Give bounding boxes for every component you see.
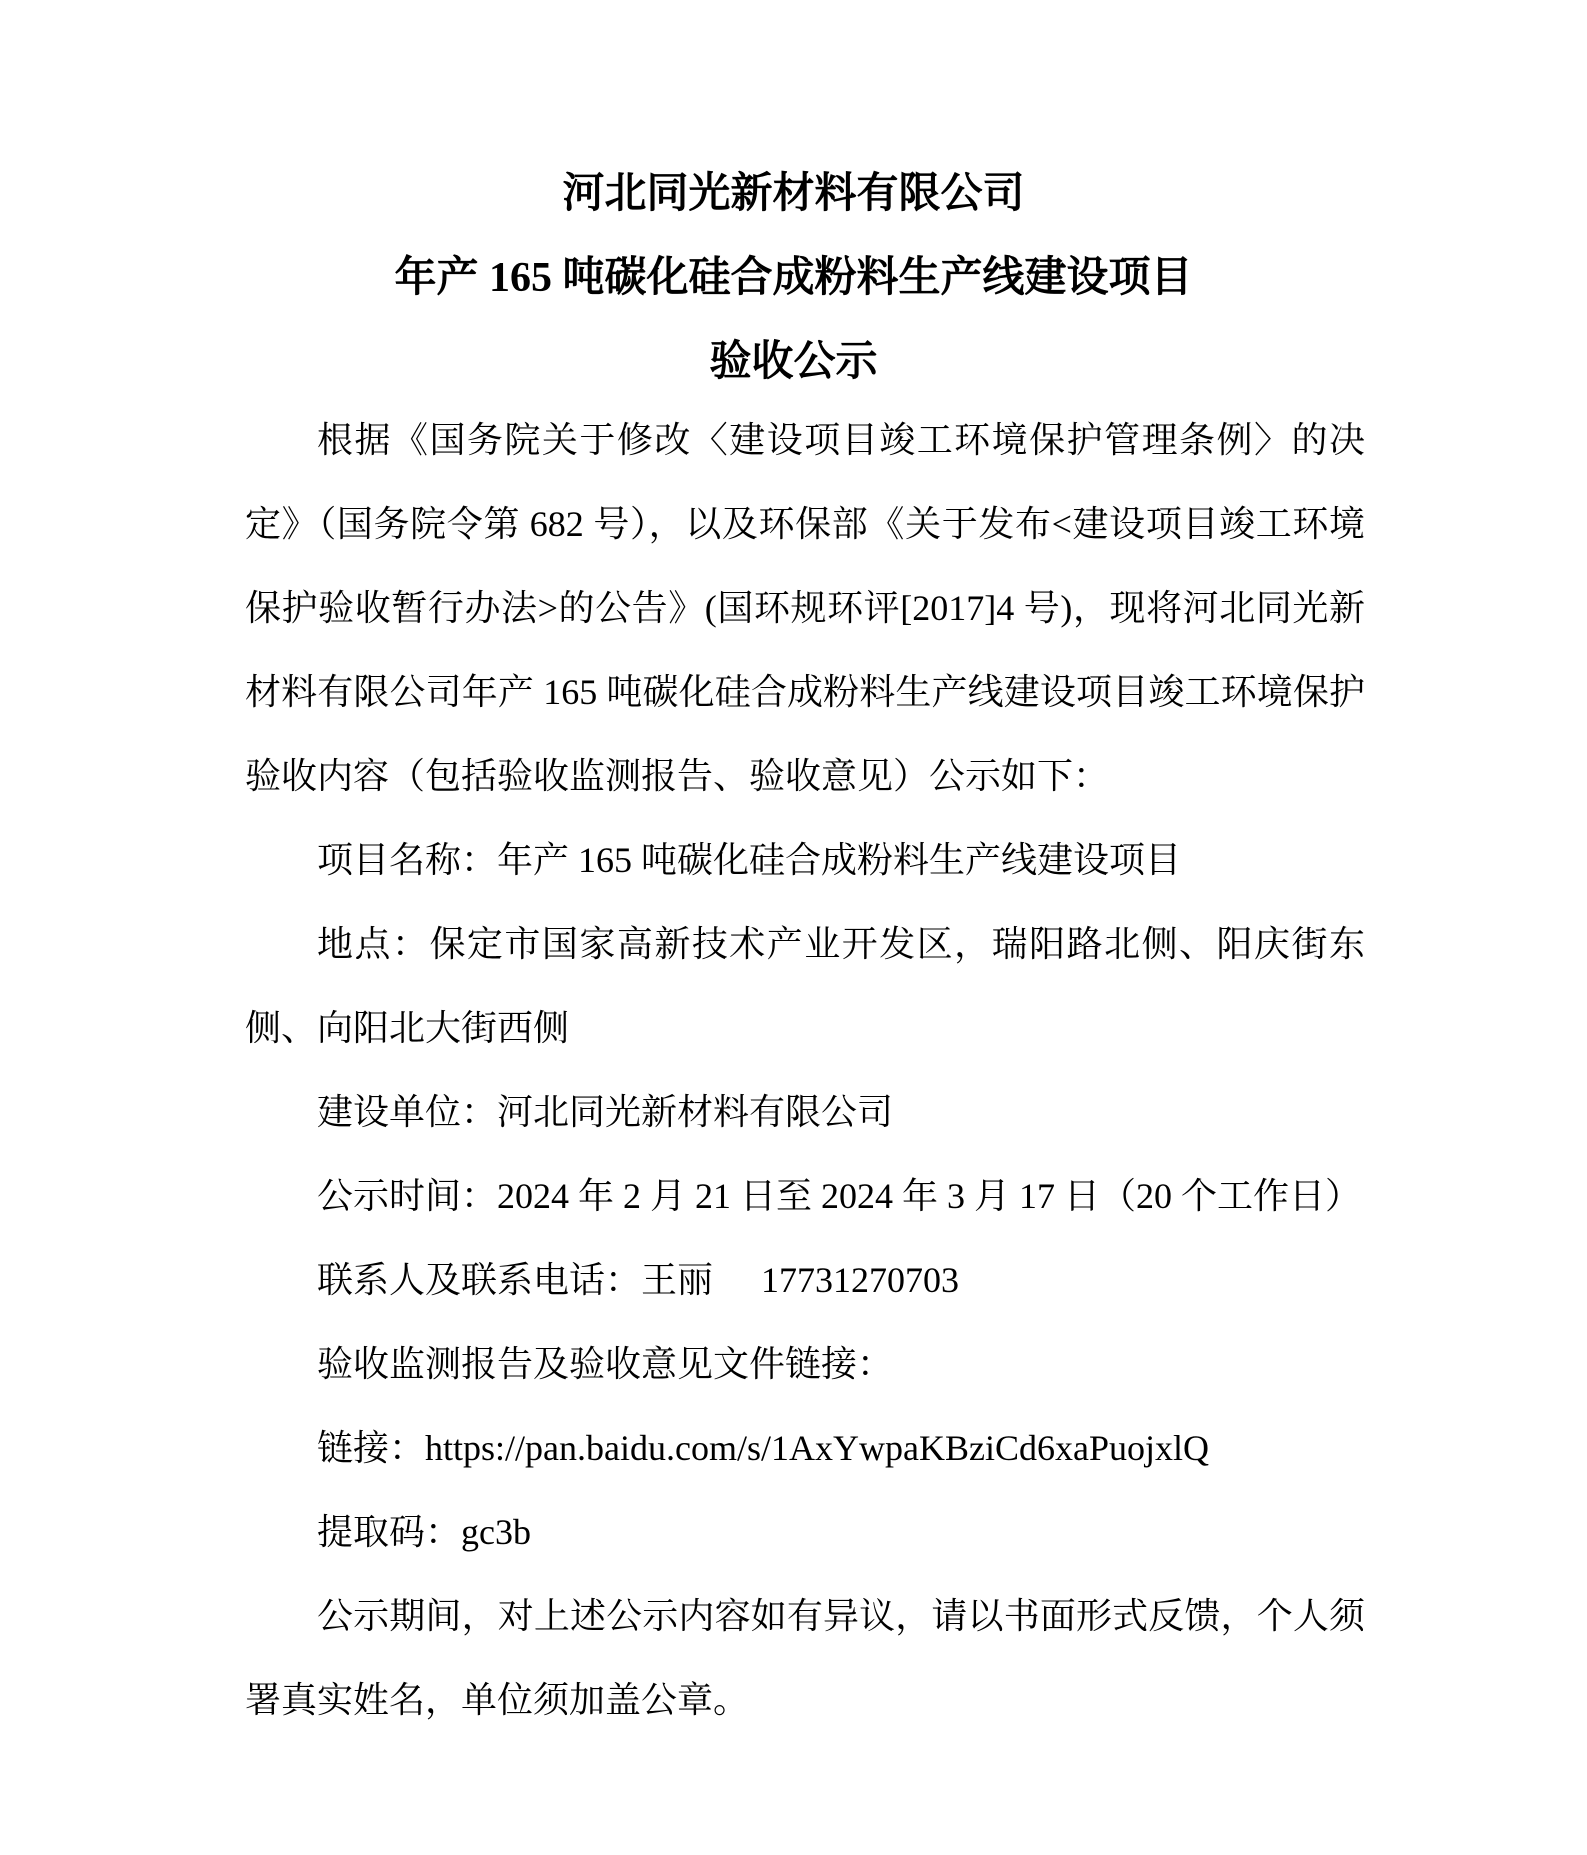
contact-phone: 17731270703 [761,1260,960,1300]
download-link[interactable]: https://pan.baidu.com/s/1AxYwpaKBziCd6xaPuojxlQ [425,1428,1209,1468]
project-title: 年产 165 吨碳化硅合成粉料生产线建设项目 [394,255,1193,301]
construction-unit-label: 建设单位： [317,1092,498,1132]
location-label: 地点： [317,924,430,964]
extraction-code-label: 提取码： [317,1512,462,1552]
contact-label: 联系人及联系电话： [317,1260,642,1300]
location-value: 保定市国家高新技术产业开发区，瑞阳路北侧、阳庆街东侧、向阳北大街西侧 [245,924,1365,1048]
location-row [245,902,1365,1070]
closing-paragraph: 公示期间，对上述公示内容如有异议，请以书面形式反馈，个人须署真实姓名，单位须加盖公章。 [245,1596,1365,1720]
notice-title: 验收公示 [709,339,878,385]
project-name-value: 年产 165 吨碳化硅合成粉料生产线建设项目 [497,840,1182,880]
files-heading-row: 验收监测报告及验收意见文件链接： [317,1344,894,1384]
company-title: 河北同光新材料有限公司 [562,171,1025,217]
extraction-code-value: gc3b [461,1512,531,1552]
title-block [0,152,1587,404]
notice-period-label: 公示时间： [317,1176,498,1216]
contact-row [245,1238,1365,1322]
project-name-row [245,818,1365,902]
extraction-code-row [245,1490,1365,1574]
intro-paragraph: 根据《国务院关于修改〈建设项目竣工环境保护管理条例〉的决定》（国务院令第 682 号），以及环保部《关于发布<建设项目竣工环境保护验收暂行办法>的公告》(国环规环评[2017]4 号)，现将河北同光新材料有限公司年产 165 吨碳化硅合成粉料生产线建设项目竣工环境保护验收内容（包括验收监测报告、验收意见）公示如下： [245,420,1365,796]
notice-period-row [245,1154,1365,1238]
link-row [245,1406,1365,1490]
project-name-label: 项目名称： [317,840,498,880]
notice-period-value: 2024 年 2 月 21 日至 2024 年 3 月 17 日（20 个工作日） [497,1176,1362,1216]
link-label: 链接： [317,1428,426,1468]
notice-body [245,398,1365,1742]
construction-unit-value: 河北同光新材料有限公司 [497,1092,894,1132]
contact-name: 王丽 [641,1260,714,1300]
construction-unit-row [245,1070,1365,1154]
